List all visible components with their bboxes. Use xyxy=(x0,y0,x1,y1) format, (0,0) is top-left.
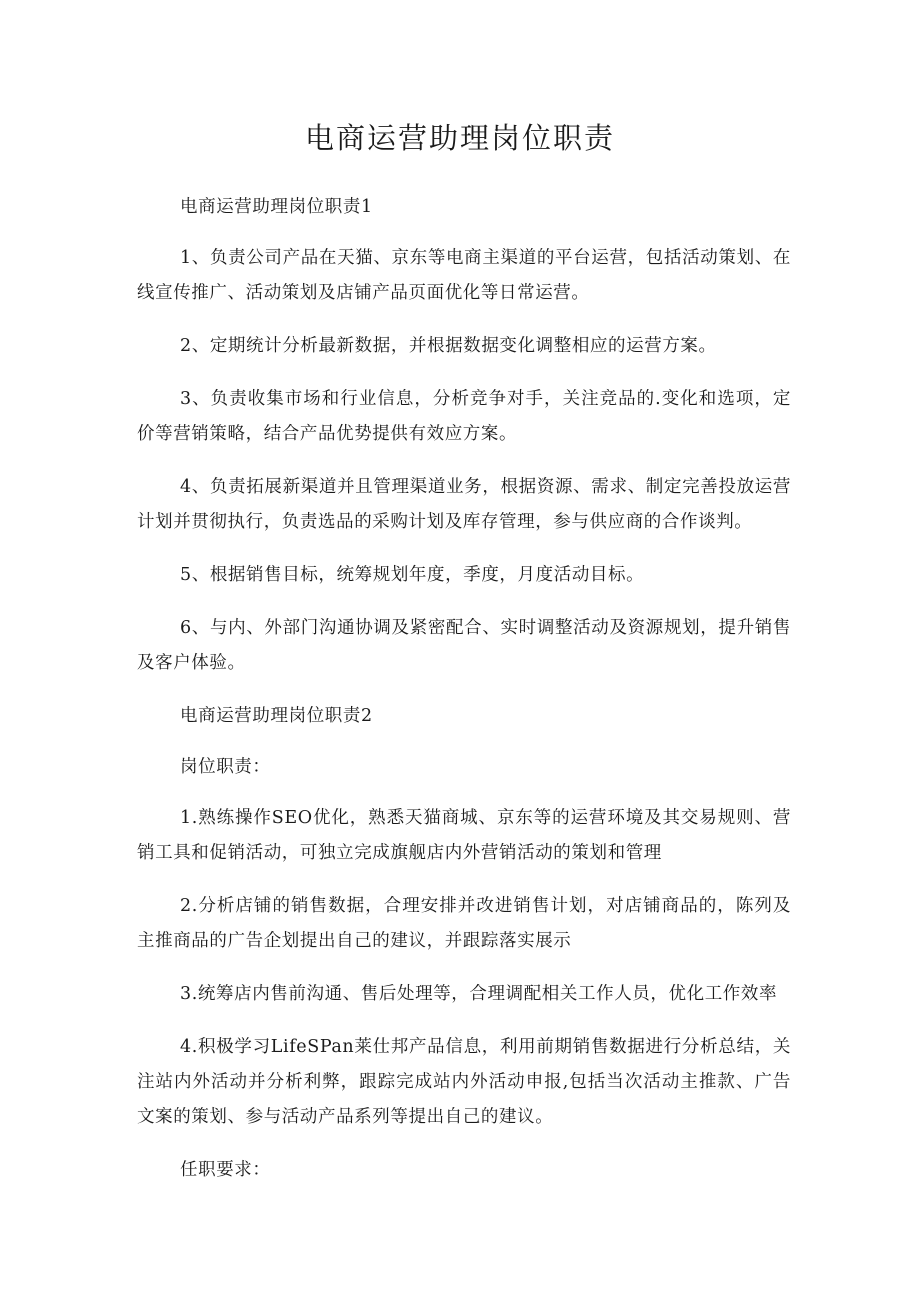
document-body xyxy=(137,190,791,1204)
subheading-duties: 岗位职责： xyxy=(180,757,271,777)
duty-item-5: 5、根据销售目标，统筹规划年度，季度，月度活动目标。 xyxy=(180,565,645,585)
duty-item-3: 3、负责收集市场和行业信息，分析竞争对手，关注竞品的.变化和选项，定价等营销策略，结合产品优势提供有效应方案。 xyxy=(137,389,791,444)
duty-item-2-3: 3.统筹店内售前沟通、售后处理等，合理调配相关工作人员，优化工作效率 xyxy=(180,984,778,1004)
document-title: 电商运营助理岗位职责 xyxy=(304,121,615,155)
duty-item-2: 2、定期统计分析最新数据，并根据数据变化调整相应的运营方案。 xyxy=(180,336,717,356)
subheading-requirements: 任职要求： xyxy=(180,1160,271,1180)
duty-item-2-2: 2.分析店铺的销售数据，合理安排并改进销售计划，对店铺商品的，陈列及主推商品的广告企划提出自己的建议，并跟踪落实展示 xyxy=(137,896,791,951)
section-heading-1: 电商运营助理岗位职责1 xyxy=(180,197,373,217)
duty-item-4: 4、负责拓展新渠道并且管理渠道业务，根据资源、需求、制定完善投放运营计划并贯彻执行，负责选品的采购计划及库存管理，参与供应商的合作谈判。 xyxy=(137,477,791,532)
section-heading-2: 电商运营助理岗位职责2 xyxy=(180,706,373,726)
duty-item-6: 6、与内、外部门沟通协调及紧密配合、实时调整活动及资源规划，提升销售及客户体验。 xyxy=(137,618,791,673)
duty-item-1: 1、负责公司产品在天猫、京东等电商主渠道的平台运营，包括活动策划、在线宣传推广、活动策划及店铺产品页面优化等日常运营。 xyxy=(137,248,791,303)
duty-item-2-1: 1.熟练操作SEO优化，熟悉天猫商城、京东等的运营环境及其交易规则、营销工具和促销活动，可独立完成旗舰店内外营销活动的策划和管理 xyxy=(137,808,791,863)
duty-item-2-4: 4.积极学习LifeSPan莱仕邦产品信息，利用前期销售数据进行分析总结，关注站内外活动并分析利弊，跟踪完成站内外活动申报,包括当次活动主推款、广告文案的策划、参与活动产品系列等提出自己的建议。 xyxy=(137,1037,791,1127)
